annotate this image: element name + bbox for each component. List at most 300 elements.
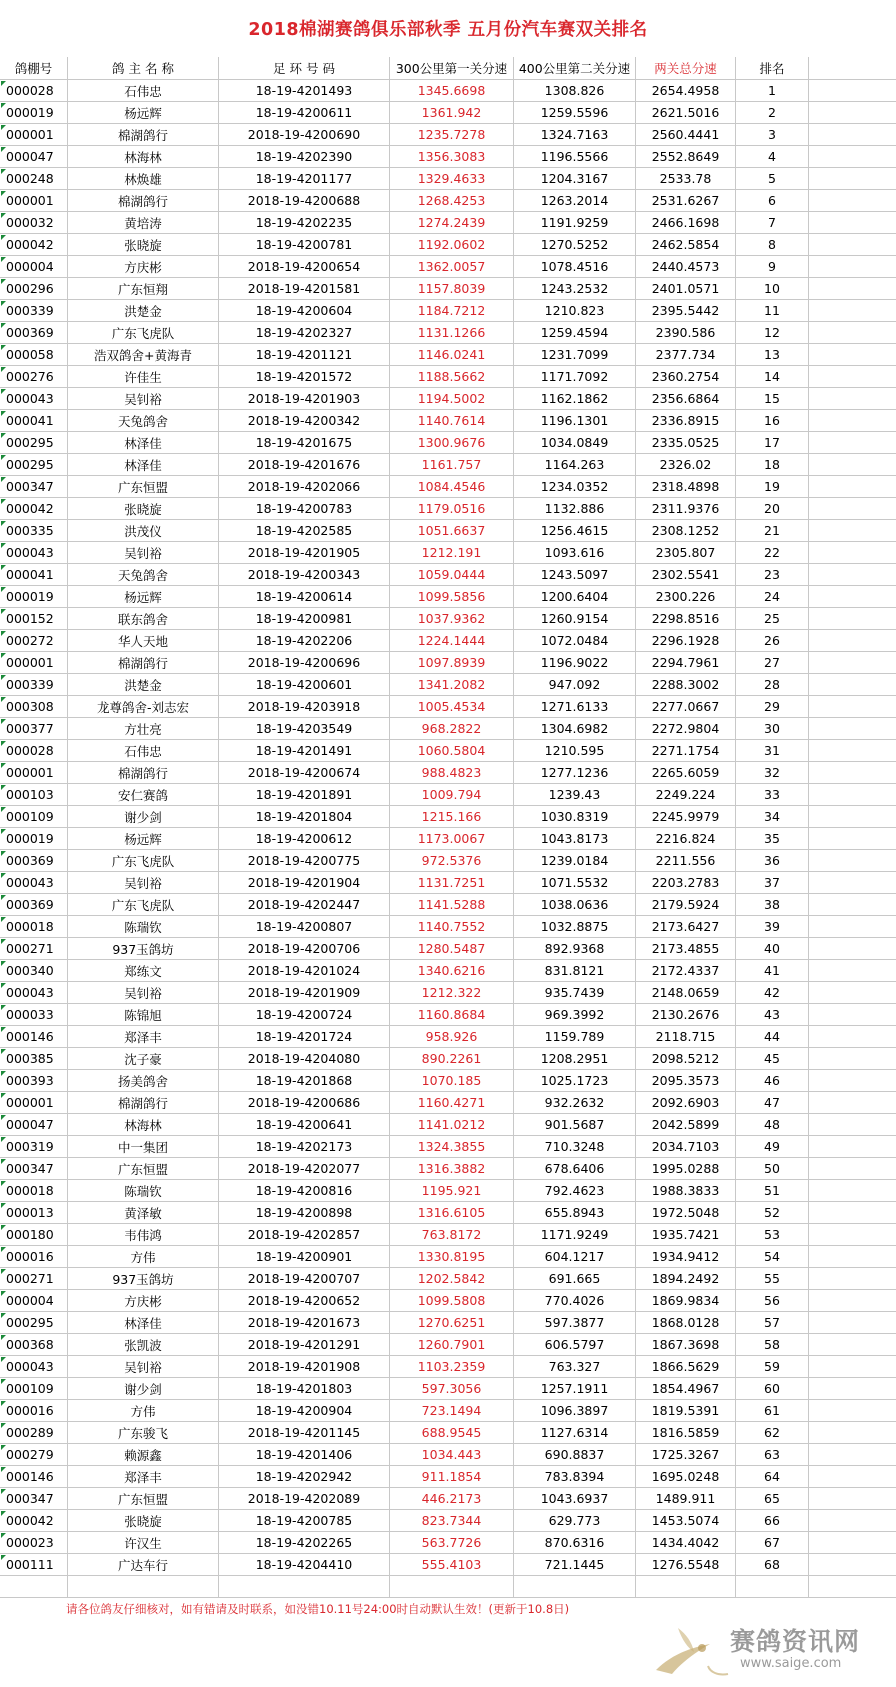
stage1-speed-cell[interactable]: 1356.3083	[390, 146, 514, 167]
loft-id-cell[interactable]: 000308	[0, 696, 68, 717]
ring-number-cell[interactable]: 2018-19-4200654	[219, 256, 390, 277]
owner-cell[interactable]: 石伟忠	[68, 740, 219, 761]
total-speed-cell[interactable]: 1995.0288	[636, 1158, 736, 1179]
empty-cell[interactable]	[809, 1422, 896, 1443]
total-speed-cell[interactable]: 1866.5629	[636, 1356, 736, 1377]
stage2-speed-cell[interactable]: 721.1445	[514, 1554, 636, 1575]
rank-cell[interactable]: 46	[736, 1070, 809, 1091]
loft-id-cell[interactable]: 000146	[0, 1466, 68, 1487]
loft-id-cell[interactable]: 000043	[0, 982, 68, 1003]
ring-number-cell[interactable]: 2018-19-4201903	[219, 388, 390, 409]
stage2-speed-cell[interactable]: 1231.7099	[514, 344, 636, 365]
ring-number-cell[interactable]: 18-19-4200614	[219, 586, 390, 607]
ring-number-cell[interactable]: 2018-19-4200686	[219, 1092, 390, 1113]
stage1-speed-cell[interactable]: 1260.7901	[390, 1334, 514, 1355]
ring-number-cell[interactable]: 18-19-4201804	[219, 806, 390, 827]
loft-id-cell[interactable]: 000042	[0, 1510, 68, 1531]
stage2-speed-cell[interactable]: 1164.263	[514, 454, 636, 475]
owner-cell[interactable]: 方伟	[68, 1246, 219, 1267]
stage2-speed-cell[interactable]: 1196.9022	[514, 652, 636, 673]
total-speed-cell[interactable]: 1868.0128	[636, 1312, 736, 1333]
ring-number-cell[interactable]: 2018-19-4200688	[219, 190, 390, 211]
ring-number-cell[interactable]: 2018-19-4201673	[219, 1312, 390, 1333]
empty-cell[interactable]	[809, 586, 896, 607]
loft-id-cell[interactable]: 000109	[0, 1378, 68, 1399]
stage2-speed-cell[interactable]: 1239.0184	[514, 850, 636, 871]
empty-cell[interactable]	[809, 872, 896, 893]
rank-cell[interactable]: 39	[736, 916, 809, 937]
empty-cell[interactable]	[809, 454, 896, 475]
empty-cell[interactable]	[809, 146, 896, 167]
rank-cell[interactable]: 42	[736, 982, 809, 1003]
ring-number-cell[interactable]: 18-19-4202585	[219, 520, 390, 541]
owner-cell[interactable]: 许汉生	[68, 1532, 219, 1553]
ring-number-cell[interactable]: 2018-19-4201024	[219, 960, 390, 981]
ring-number-cell[interactable]: 2018-19-4202066	[219, 476, 390, 497]
total-speed-cell[interactable]: 2302.5541	[636, 564, 736, 585]
empty-cell[interactable]	[736, 1576, 809, 1597]
stage1-speed-cell[interactable]: 1131.1266	[390, 322, 514, 343]
ring-number-cell[interactable]: 2018-19-4201908	[219, 1356, 390, 1377]
owner-cell[interactable]: 广东恒盟	[68, 1488, 219, 1509]
empty-cell[interactable]	[809, 806, 896, 827]
stage1-speed-cell[interactable]: 1160.8684	[390, 1004, 514, 1025]
empty-cell[interactable]	[809, 630, 896, 651]
loft-id-cell[interactable]: 000271	[0, 938, 68, 959]
empty-cell[interactable]	[809, 1488, 896, 1509]
stage2-speed-cell[interactable]: 1032.8875	[514, 916, 636, 937]
ring-number-cell[interactable]: 2018-19-4202089	[219, 1488, 390, 1509]
empty-cell[interactable]	[809, 278, 896, 299]
empty-cell[interactable]	[809, 322, 896, 343]
ring-number-cell[interactable]: 18-19-4202942	[219, 1466, 390, 1487]
ring-number-cell[interactable]: 2018-19-4202857	[219, 1224, 390, 1245]
stage1-speed-cell[interactable]: 1300.9676	[390, 432, 514, 453]
stage1-speed-cell[interactable]: 1051.6637	[390, 520, 514, 541]
owner-cell[interactable]: 张晓旋	[68, 1510, 219, 1531]
stage1-speed-cell[interactable]: 1140.7552	[390, 916, 514, 937]
total-speed-cell[interactable]: 2034.7103	[636, 1136, 736, 1157]
rank-cell[interactable]: 4	[736, 146, 809, 167]
rank-cell[interactable]: 5	[736, 168, 809, 189]
ring-number-cell[interactable]: 2018-19-4200707	[219, 1268, 390, 1289]
ring-number-cell[interactable]: 2018-19-4200706	[219, 938, 390, 959]
stage1-speed-cell[interactable]: 1141.5288	[390, 894, 514, 915]
stage2-speed-cell[interactable]: 1159.789	[514, 1026, 636, 1047]
total-speed-cell[interactable]: 2377.734	[636, 344, 736, 365]
owner-cell[interactable]: 洪楚金	[68, 674, 219, 695]
stage1-speed-cell[interactable]: 972.5376	[390, 850, 514, 871]
owner-cell[interactable]: 联东鸽舍	[68, 608, 219, 629]
ring-number-cell[interactable]: 2018-19-4201905	[219, 542, 390, 563]
rank-cell[interactable]: 13	[736, 344, 809, 365]
empty-cell[interactable]	[809, 1334, 896, 1355]
ring-number-cell[interactable]: 18-19-4202235	[219, 212, 390, 233]
loft-id-cell[interactable]: 000347	[0, 1158, 68, 1179]
ring-number-cell[interactable]: 18-19-4202265	[219, 1532, 390, 1553]
total-speed-cell[interactable]: 2148.0659	[636, 982, 736, 1003]
stage2-speed-cell[interactable]: 1324.7163	[514, 124, 636, 145]
rank-cell[interactable]: 56	[736, 1290, 809, 1311]
empty-cell[interactable]	[809, 1224, 896, 1245]
empty-cell[interactable]	[809, 256, 896, 277]
stage2-speed-cell[interactable]: 1093.616	[514, 542, 636, 563]
loft-id-cell[interactable]: 000028	[0, 740, 68, 761]
owner-cell[interactable]: 937玉鸽坊	[68, 1268, 219, 1289]
header-loft-id[interactable]: 鸽棚号	[0, 57, 68, 79]
rank-cell[interactable]: 16	[736, 410, 809, 431]
empty-cell[interactable]	[809, 784, 896, 805]
stage1-speed-cell[interactable]: 1341.2082	[390, 674, 514, 695]
loft-id-cell[interactable]: 000248	[0, 168, 68, 189]
loft-id-cell[interactable]: 000018	[0, 916, 68, 937]
stage2-speed-cell[interactable]: 1210.595	[514, 740, 636, 761]
rank-cell[interactable]: 55	[736, 1268, 809, 1289]
owner-cell[interactable]: 林泽佳	[68, 432, 219, 453]
total-speed-cell[interactable]: 1819.5391	[636, 1400, 736, 1421]
loft-id-cell[interactable]: 000272	[0, 630, 68, 651]
loft-id-cell[interactable]: 000109	[0, 806, 68, 827]
rank-cell[interactable]: 20	[736, 498, 809, 519]
stage1-speed-cell[interactable]: 763.8172	[390, 1224, 514, 1245]
owner-cell[interactable]: 黄泽敏	[68, 1202, 219, 1223]
stage2-speed-cell[interactable]: 870.6316	[514, 1532, 636, 1553]
stage1-speed-cell[interactable]: 1212.191	[390, 542, 514, 563]
ring-number-cell[interactable]: 18-19-4202173	[219, 1136, 390, 1157]
total-speed-cell[interactable]: 1869.9834	[636, 1290, 736, 1311]
stage1-speed-cell[interactable]: 1099.5808	[390, 1290, 514, 1311]
owner-cell[interactable]: 棉湖鸽行	[68, 190, 219, 211]
rank-cell[interactable]: 65	[736, 1488, 809, 1509]
owner-cell[interactable]: 林焕雄	[68, 168, 219, 189]
stage1-speed-cell[interactable]: 1060.5804	[390, 740, 514, 761]
empty-cell[interactable]	[809, 1466, 896, 1487]
total-speed-cell[interactable]: 1988.3833	[636, 1180, 736, 1201]
empty-cell[interactable]	[809, 388, 896, 409]
ring-number-cell[interactable]: 18-19-4200781	[219, 234, 390, 255]
total-speed-cell[interactable]: 1972.5048	[636, 1202, 736, 1223]
loft-id-cell[interactable]: 000023	[0, 1532, 68, 1553]
stage1-speed-cell[interactable]: 1179.0516	[390, 498, 514, 519]
empty-cell[interactable]	[809, 1444, 896, 1465]
header-stage1-speed[interactable]: 300公里第一关分速	[390, 57, 514, 79]
owner-cell[interactable]: 扬美鸽舍	[68, 1070, 219, 1091]
stage1-speed-cell[interactable]: 1184.7212	[390, 300, 514, 321]
empty-cell[interactable]	[809, 1180, 896, 1201]
owner-cell[interactable]: 广达车行	[68, 1554, 219, 1575]
ring-number-cell[interactable]: 2018-19-4204080	[219, 1048, 390, 1069]
loft-id-cell[interactable]: 000019	[0, 828, 68, 849]
owner-cell[interactable]: 937玉鸽坊	[68, 938, 219, 959]
loft-id-cell[interactable]: 000019	[0, 586, 68, 607]
stage1-speed-cell[interactable]: 1037.9362	[390, 608, 514, 629]
owner-cell[interactable]: 吴钊裕	[68, 1356, 219, 1377]
stage1-speed-cell[interactable]: 890.2261	[390, 1048, 514, 1069]
rank-cell[interactable]: 15	[736, 388, 809, 409]
owner-cell[interactable]: 广东恒盟	[68, 476, 219, 497]
owner-cell[interactable]: 方伟	[68, 1400, 219, 1421]
rank-cell[interactable]: 36	[736, 850, 809, 871]
loft-id-cell[interactable]: 000004	[0, 256, 68, 277]
empty-cell[interactable]	[0, 1576, 68, 1597]
empty-cell[interactable]	[809, 1048, 896, 1069]
rank-cell[interactable]: 28	[736, 674, 809, 695]
stage2-speed-cell[interactable]: 792.4623	[514, 1180, 636, 1201]
stage1-speed-cell[interactable]: 1235.7278	[390, 124, 514, 145]
stage1-speed-cell[interactable]: 1215.166	[390, 806, 514, 827]
ring-number-cell[interactable]: 18-19-4200612	[219, 828, 390, 849]
total-speed-cell[interactable]: 2654.4958	[636, 80, 736, 101]
ring-number-cell[interactable]: 18-19-4201177	[219, 168, 390, 189]
total-speed-cell[interactable]: 1276.5548	[636, 1554, 736, 1575]
stage1-speed-cell[interactable]: 1330.8195	[390, 1246, 514, 1267]
owner-cell[interactable]: 安仁赛鸽	[68, 784, 219, 805]
stage2-speed-cell[interactable]: 1171.9249	[514, 1224, 636, 1245]
empty-cell[interactable]	[809, 190, 896, 211]
owner-cell[interactable]: 陈瑞钦	[68, 1180, 219, 1201]
stage1-speed-cell[interactable]: 1340.6216	[390, 960, 514, 981]
total-speed-cell[interactable]: 2356.6864	[636, 388, 736, 409]
total-speed-cell[interactable]: 2172.4337	[636, 960, 736, 981]
total-speed-cell[interactable]: 2440.4573	[636, 256, 736, 277]
ring-number-cell[interactable]: 18-19-4200816	[219, 1180, 390, 1201]
empty-cell[interactable]	[809, 1312, 896, 1333]
stage2-speed-cell[interactable]: 655.8943	[514, 1202, 636, 1223]
loft-id-cell[interactable]: 000295	[0, 1312, 68, 1333]
ring-number-cell[interactable]: 18-19-4201868	[219, 1070, 390, 1091]
rank-cell[interactable]: 54	[736, 1246, 809, 1267]
stage1-speed-cell[interactable]: 1362.0057	[390, 256, 514, 277]
stage2-speed-cell[interactable]: 932.2632	[514, 1092, 636, 1113]
owner-cell[interactable]: 杨远辉	[68, 102, 219, 123]
loft-id-cell[interactable]: 000032	[0, 212, 68, 233]
total-speed-cell[interactable]: 2118.715	[636, 1026, 736, 1047]
owner-cell[interactable]: 方庆彬	[68, 1290, 219, 1311]
owner-cell[interactable]: 广东恒盟	[68, 1158, 219, 1179]
empty-cell[interactable]	[809, 740, 896, 761]
total-speed-cell[interactable]: 2042.5899	[636, 1114, 736, 1135]
ring-number-cell[interactable]: 18-19-4202206	[219, 630, 390, 651]
rank-cell[interactable]: 35	[736, 828, 809, 849]
stage1-speed-cell[interactable]: 1188.5662	[390, 366, 514, 387]
rank-cell[interactable]: 63	[736, 1444, 809, 1465]
ring-number-cell[interactable]: 18-19-4201572	[219, 366, 390, 387]
loft-id-cell[interactable]: 000041	[0, 564, 68, 585]
stage2-speed-cell[interactable]: 1304.6982	[514, 718, 636, 739]
stage1-speed-cell[interactable]: 958.926	[390, 1026, 514, 1047]
total-speed-cell[interactable]: 1894.2492	[636, 1268, 736, 1289]
total-speed-cell[interactable]: 2552.8649	[636, 146, 736, 167]
empty-cell[interactable]	[809, 1246, 896, 1267]
loft-id-cell[interactable]: 000043	[0, 872, 68, 893]
empty-cell[interactable]	[809, 850, 896, 871]
empty-cell[interactable]	[809, 1576, 896, 1597]
empty-cell[interactable]	[809, 542, 896, 563]
stage1-speed-cell[interactable]: 823.7344	[390, 1510, 514, 1531]
stage1-speed-cell[interactable]: 1329.4633	[390, 168, 514, 189]
loft-id-cell[interactable]: 000013	[0, 1202, 68, 1223]
loft-id-cell[interactable]: 000340	[0, 960, 68, 981]
owner-cell[interactable]: 天兔鸽舍	[68, 564, 219, 585]
owner-cell[interactable]: 洪茂仪	[68, 520, 219, 541]
total-speed-cell[interactable]: 2265.6059	[636, 762, 736, 783]
owner-cell[interactable]: 广东飞虎队	[68, 894, 219, 915]
owner-cell[interactable]: 华人天地	[68, 630, 219, 651]
rank-cell[interactable]: 43	[736, 1004, 809, 1025]
loft-id-cell[interactable]: 000103	[0, 784, 68, 805]
stage1-speed-cell[interactable]: 1005.4534	[390, 696, 514, 717]
rank-cell[interactable]: 2	[736, 102, 809, 123]
stage1-speed-cell[interactable]: 1009.794	[390, 784, 514, 805]
total-speed-cell[interactable]: 1695.0248	[636, 1466, 736, 1487]
total-speed-cell[interactable]: 1725.3267	[636, 1444, 736, 1465]
stage2-speed-cell[interactable]: 901.5687	[514, 1114, 636, 1135]
rank-cell[interactable]: 52	[736, 1202, 809, 1223]
owner-cell[interactable]: 陈瑞钦	[68, 916, 219, 937]
total-speed-cell[interactable]: 2294.7961	[636, 652, 736, 673]
rank-cell[interactable]: 61	[736, 1400, 809, 1421]
stage2-speed-cell[interactable]: 1210.823	[514, 300, 636, 321]
total-speed-cell[interactable]: 2173.6427	[636, 916, 736, 937]
loft-id-cell[interactable]: 000043	[0, 1356, 68, 1377]
total-speed-cell[interactable]: 2621.5016	[636, 102, 736, 123]
empty-cell[interactable]	[809, 652, 896, 673]
stage1-speed-cell[interactable]: 1141.0212	[390, 1114, 514, 1135]
ring-number-cell[interactable]: 2018-19-4202447	[219, 894, 390, 915]
empty-cell[interactable]	[809, 168, 896, 189]
ring-number-cell[interactable]: 2018-19-4200690	[219, 124, 390, 145]
stage1-speed-cell[interactable]: 1070.185	[390, 1070, 514, 1091]
rank-cell[interactable]: 50	[736, 1158, 809, 1179]
stage1-speed-cell[interactable]: 1192.0602	[390, 234, 514, 255]
loft-id-cell[interactable]: 000001	[0, 1092, 68, 1113]
empty-cell[interactable]	[809, 1114, 896, 1135]
total-speed-cell[interactable]: 2092.6903	[636, 1092, 736, 1113]
ring-number-cell[interactable]: 2018-19-4200342	[219, 410, 390, 431]
rank-cell[interactable]: 41	[736, 960, 809, 981]
loft-id-cell[interactable]: 000271	[0, 1268, 68, 1289]
empty-cell[interactable]	[809, 696, 896, 717]
stage2-speed-cell[interactable]: 1243.5097	[514, 564, 636, 585]
loft-id-cell[interactable]: 000001	[0, 652, 68, 673]
stage1-speed-cell[interactable]: 988.4823	[390, 762, 514, 783]
owner-cell[interactable]: 棉湖鸽行	[68, 652, 219, 673]
owner-cell[interactable]: 郑练文	[68, 960, 219, 981]
total-speed-cell[interactable]: 2360.2754	[636, 366, 736, 387]
total-speed-cell[interactable]: 2395.5442	[636, 300, 736, 321]
ring-number-cell[interactable]: 18-19-4201121	[219, 344, 390, 365]
loft-id-cell[interactable]: 000289	[0, 1422, 68, 1443]
total-speed-cell[interactable]: 2271.1754	[636, 740, 736, 761]
stage2-speed-cell[interactable]: 1030.8319	[514, 806, 636, 827]
empty-cell[interactable]	[390, 1576, 514, 1597]
stage2-speed-cell[interactable]: 1025.1723	[514, 1070, 636, 1091]
stage1-speed-cell[interactable]: 723.1494	[390, 1400, 514, 1421]
stage2-speed-cell[interactable]: 1043.6937	[514, 1488, 636, 1509]
ring-number-cell[interactable]: 2018-19-4200775	[219, 850, 390, 871]
stage2-speed-cell[interactable]: 1078.4516	[514, 256, 636, 277]
total-speed-cell[interactable]: 2203.2783	[636, 872, 736, 893]
owner-cell[interactable]: 吴钊裕	[68, 872, 219, 893]
stage1-speed-cell[interactable]: 1316.6105	[390, 1202, 514, 1223]
stage2-speed-cell[interactable]: 1270.5252	[514, 234, 636, 255]
stage1-speed-cell[interactable]: 1097.8939	[390, 652, 514, 673]
owner-cell[interactable]: 郑泽丰	[68, 1466, 219, 1487]
owner-cell[interactable]: 张凯波	[68, 1334, 219, 1355]
empty-cell[interactable]	[809, 960, 896, 981]
rank-cell[interactable]: 1	[736, 80, 809, 101]
ring-number-cell[interactable]: 18-19-4200611	[219, 102, 390, 123]
owner-cell[interactable]: 吴钊裕	[68, 388, 219, 409]
owner-cell[interactable]: 赖源鑫	[68, 1444, 219, 1465]
stage2-speed-cell[interactable]: 969.3992	[514, 1004, 636, 1025]
total-speed-cell[interactable]: 1489.911	[636, 1488, 736, 1509]
stage2-speed-cell[interactable]: 1196.5566	[514, 146, 636, 167]
empty-cell[interactable]	[809, 234, 896, 255]
loft-id-cell[interactable]: 000368	[0, 1334, 68, 1355]
ring-number-cell[interactable]: 2018-19-4201676	[219, 454, 390, 475]
empty-cell[interactable]	[809, 718, 896, 739]
ring-number-cell[interactable]: 2018-19-4201909	[219, 982, 390, 1003]
empty-cell[interactable]	[809, 1136, 896, 1157]
ring-number-cell[interactable]: 2018-19-4200652	[219, 1290, 390, 1311]
owner-cell[interactable]: 棉湖鸽行	[68, 1092, 219, 1113]
empty-cell[interactable]	[809, 1026, 896, 1047]
ring-number-cell[interactable]: 18-19-4200641	[219, 1114, 390, 1135]
stage2-speed-cell[interactable]: 1043.8173	[514, 828, 636, 849]
owner-cell[interactable]: 沈子豪	[68, 1048, 219, 1069]
stage1-speed-cell[interactable]: 1103.2359	[390, 1356, 514, 1377]
owner-cell[interactable]: 林泽佳	[68, 454, 219, 475]
loft-id-cell[interactable]: 000393	[0, 1070, 68, 1091]
empty-cell[interactable]	[809, 1532, 896, 1553]
empty-cell[interactable]	[809, 520, 896, 541]
ring-number-cell[interactable]: 18-19-4201675	[219, 432, 390, 453]
owner-cell[interactable]: 陈锦旭	[68, 1004, 219, 1025]
empty-column-cell[interactable]	[809, 57, 896, 79]
loft-id-cell[interactable]: 000041	[0, 410, 68, 431]
owner-cell[interactable]: 洪楚金	[68, 300, 219, 321]
ring-number-cell[interactable]: 18-19-4200898	[219, 1202, 390, 1223]
empty-cell[interactable]	[636, 1576, 736, 1597]
ring-number-cell[interactable]: 18-19-4201491	[219, 740, 390, 761]
empty-cell[interactable]	[809, 674, 896, 695]
ring-number-cell[interactable]: 2018-19-4202077	[219, 1158, 390, 1179]
rank-cell[interactable]: 48	[736, 1114, 809, 1135]
ring-number-cell[interactable]: 18-19-4200604	[219, 300, 390, 321]
total-speed-cell[interactable]: 2249.224	[636, 784, 736, 805]
total-speed-cell[interactable]: 2466.1698	[636, 212, 736, 233]
rank-cell[interactable]: 7	[736, 212, 809, 233]
total-speed-cell[interactable]: 1854.4967	[636, 1378, 736, 1399]
stage1-speed-cell[interactable]: 1194.5002	[390, 388, 514, 409]
total-speed-cell[interactable]: 1867.3698	[636, 1334, 736, 1355]
total-speed-cell[interactable]: 2308.1252	[636, 520, 736, 541]
empty-cell[interactable]	[809, 102, 896, 123]
stage2-speed-cell[interactable]: 606.5797	[514, 1334, 636, 1355]
loft-id-cell[interactable]: 000279	[0, 1444, 68, 1465]
empty-cell[interactable]	[809, 608, 896, 629]
rank-cell[interactable]: 31	[736, 740, 809, 761]
loft-id-cell[interactable]: 000339	[0, 674, 68, 695]
loft-id-cell[interactable]: 000042	[0, 498, 68, 519]
stage2-speed-cell[interactable]: 1072.0484	[514, 630, 636, 651]
stage2-speed-cell[interactable]: 1263.2014	[514, 190, 636, 211]
rank-cell[interactable]: 17	[736, 432, 809, 453]
rank-cell[interactable]: 60	[736, 1378, 809, 1399]
empty-cell[interactable]	[68, 1576, 219, 1597]
empty-cell[interactable]	[809, 1202, 896, 1223]
